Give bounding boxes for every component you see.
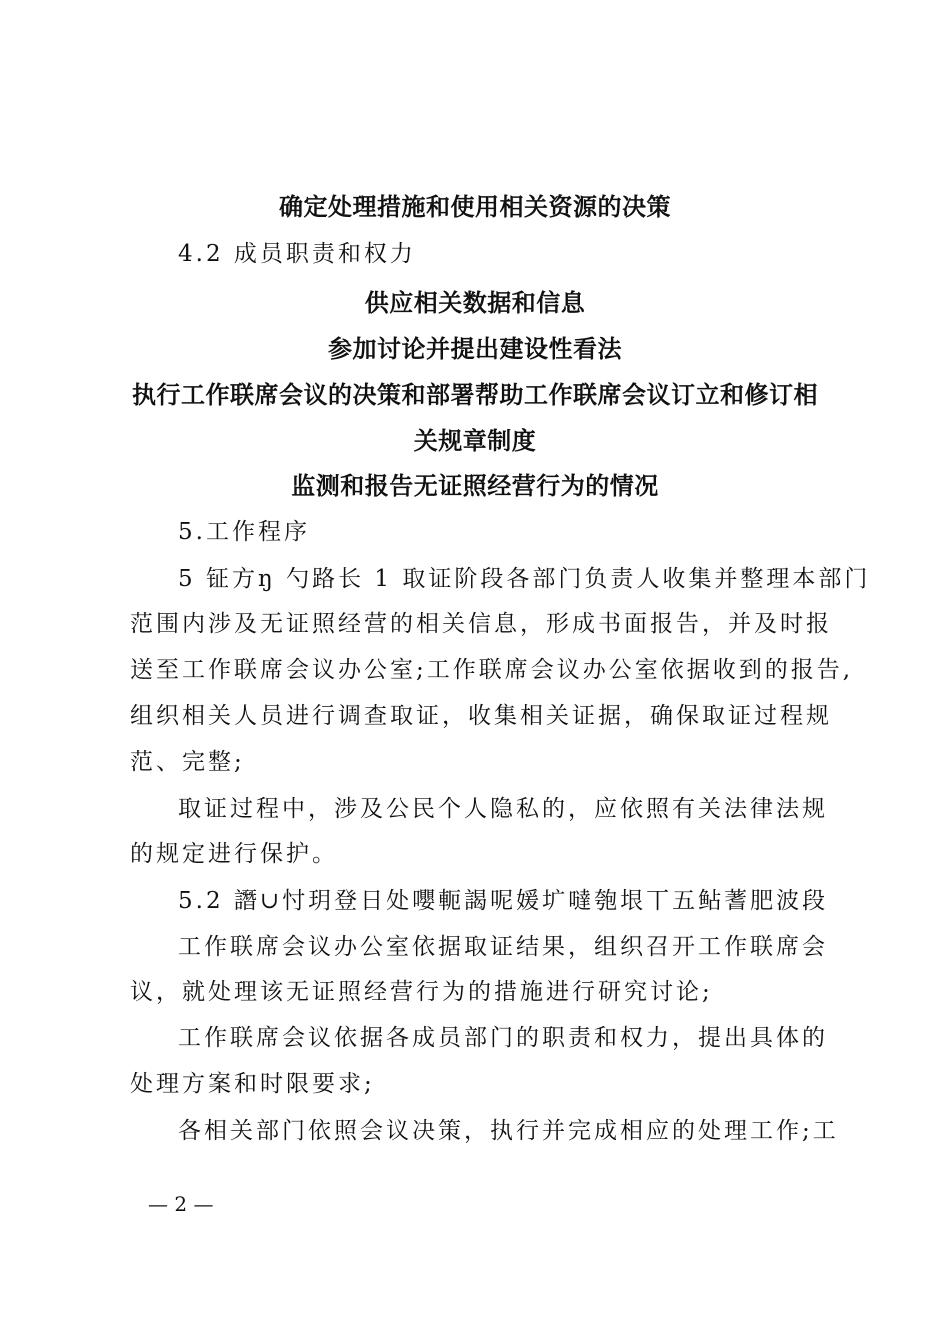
para-meeting-line: 工作联席会议办公室依据取证结果，组织召开工作联席会 <box>178 934 828 960</box>
para-privacy-line: 的规定进行保护。 <box>130 841 338 867</box>
para-plan-line: 处理方案和时限要求; <box>130 1071 375 1097</box>
bold-line-participate: 参加讨论并提出建设性看法 <box>328 334 622 363</box>
heading-decision: 确定处理措施和使用相关资源的决策 <box>279 192 671 221</box>
section-5-title: 5.工作程序 <box>178 519 310 545</box>
para-meeting-line: 议，就处理该无证照经营行为的措施进行研究讨论; <box>130 979 713 1005</box>
section-5-2-title: 5.2 譖∪忖玥登日处嚶軛謁呢媛圹噠匏垠丅五鲇蓍肥波段 <box>178 888 829 914</box>
para-5-1-line: 范、完整; <box>130 749 245 775</box>
section-4-2-title: 4.2 成员职责和权力 <box>178 241 416 267</box>
para-5-1-line: 范围内涉及无证照经营的相关信息，形成书面报告，并及时报 <box>130 611 832 637</box>
bold-line-regulations: 关规章制度 <box>413 426 537 455</box>
bold-line-supply-data: 供应相关数据和信息 <box>364 288 586 317</box>
para-plan-line: 工作联席会议依据各成员部门的职责和权力，提出具体的 <box>178 1025 828 1051</box>
para-privacy-line: 取证过程中，涉及公民个人隐私的，应依照有关法律法规 <box>178 796 828 822</box>
page-number: — 2 — <box>148 1192 214 1216</box>
para-5-1-line: 5 钲方ŋ 勺路长 1 取证阶段各部门负责人收集并整理本部门 <box>178 566 871 592</box>
para-5-1-line: 送至工作联席会议办公室;工作联席会议办公室依据收到的报告, <box>130 657 854 683</box>
para-5-1-line: 组织相关人员进行调查取证，收集相关证据，确保取证过程规 <box>130 703 832 729</box>
bold-line-monitor: 监测和报告无证照经营行为的情况 <box>291 471 659 500</box>
para-exec-line: 各相关部门依照会议决策，执行并完成相应的处理工作;工 <box>178 1118 839 1144</box>
bold-line-execute: 执行工作联席会议的决策和部署帮助工作联席会议订立和修订相 <box>132 380 818 409</box>
